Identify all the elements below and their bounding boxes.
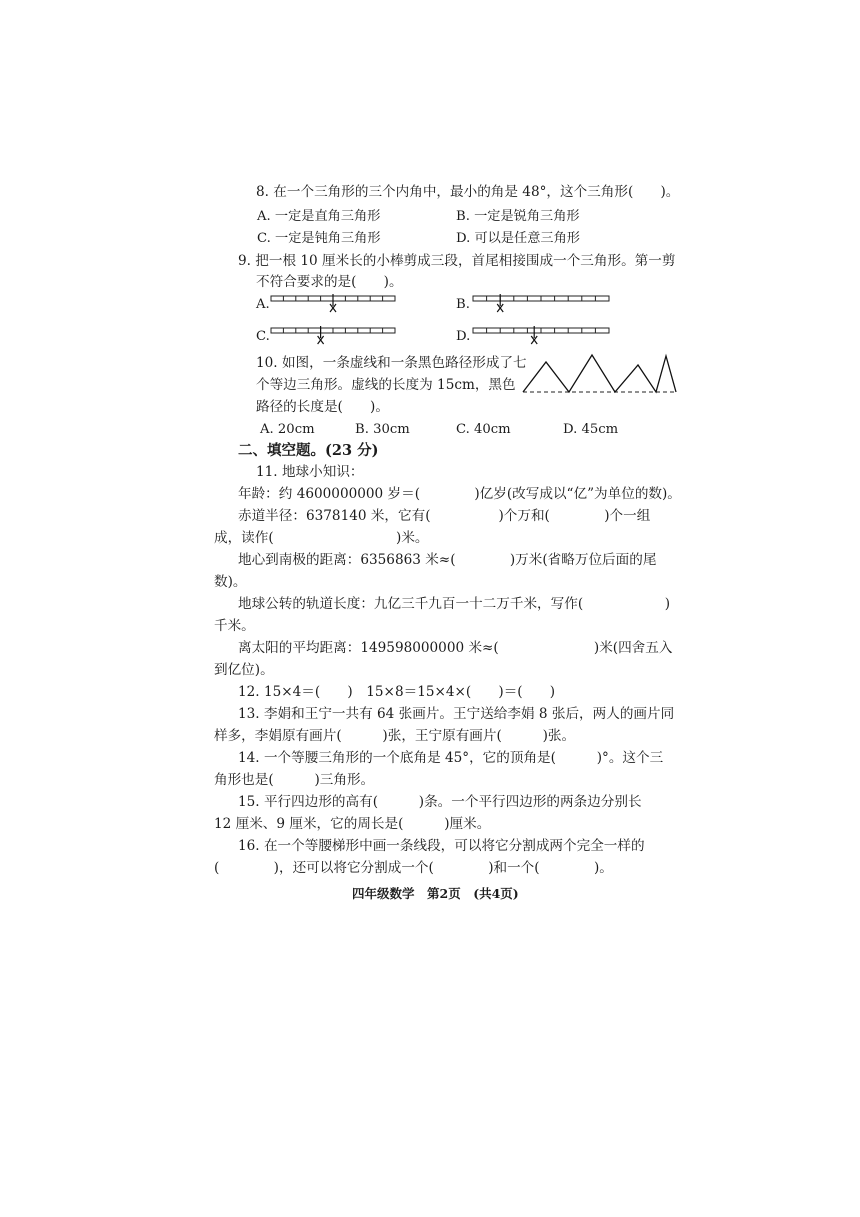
q11-title: 11. 地球小知识： — [256, 464, 364, 480]
q11-sun-line2: 到亿位)。 — [214, 662, 274, 678]
q9-option-c-stick — [270, 326, 398, 348]
q10-stem-line3: 路径的长度是( )。 — [256, 399, 389, 415]
q11-pole-line1: 地心到南极的距离：6356863 米≈( )万米(省略万位后面的尾 — [238, 552, 657, 568]
q9-option-b-label: B. — [456, 297, 470, 312]
section2-title: 二、填空题。(23 分) — [238, 442, 379, 459]
q9-option-c-label: C. — [256, 329, 270, 344]
q8-option-c: C. 一定是钝角三角形 — [257, 231, 381, 246]
q9-option-b-stick — [472, 294, 612, 316]
q10-triangle-figure — [521, 353, 679, 395]
q9-option-d-stick — [472, 326, 612, 348]
q13-line2: 样多，李娟原有画片( )张，王宁原有画片( )张。 — [214, 728, 576, 744]
q12-text: 12. 15×4＝( ) 15×8＝15×4×( )＝( ) — [238, 684, 556, 700]
q11-pole-line2: 数)。 — [214, 574, 247, 590]
q13-line1: 13. 李娟和王宁一共有 64 张画片。王宁送给李娟 8 张后，两人的画片同 — [238, 706, 675, 722]
q11-radius-line1: 赤道半径：6378140 米，它有( )个万和( )个一组 — [238, 508, 651, 524]
q15-line1: 15. 平行四边形的高有( )条。一个平行四边形的两条边分别长 — [238, 794, 642, 810]
q11-sun-line1: 离太阳的平均距离：149598000000 米≈( )米(四舍五入 — [238, 640, 673, 656]
q10-option-b: B. 30cm — [355, 422, 410, 437]
stick-diagram — [472, 294, 612, 316]
q15-line2: 12 厘米、9 厘米，它的周长是( )厘米。 — [214, 816, 491, 832]
q9-option-a-stick — [270, 294, 398, 316]
q8-option-a: A. 一定是直角三角形 — [257, 209, 381, 224]
page-footer: 四年级数学 第2页 (共4页) — [352, 886, 519, 901]
q8-option-d: D. 可以是任意三角形 — [456, 231, 580, 246]
stick-diagram — [270, 326, 398, 348]
q14-line1: 14. 一个等腰三角形的一个底角是 45°，它的顶角是( )°。这个三 — [238, 750, 664, 766]
q10-option-c: C. 40cm — [456, 422, 511, 437]
q10-option-a: A. 20cm — [260, 422, 315, 437]
q9-stem-line2: 不符合要求的是( )。 — [256, 274, 403, 290]
scissors-icon — [531, 326, 537, 344]
q16-line2: ( )，还可以将它分割成一个( )和一个( )。 — [214, 860, 613, 876]
q16-line1: 16. 在一个等腰梯形中画一条线段，可以将它分割成两个完全一样的 — [238, 838, 645, 854]
stick-diagram — [270, 294, 398, 316]
q9-option-a-label: A. — [256, 297, 270, 312]
q14-line2: 角形也是( )三角形。 — [214, 772, 375, 788]
scissors-icon — [330, 294, 336, 312]
stick-diagram — [472, 326, 612, 348]
scissors-icon — [318, 326, 324, 344]
q10-option-d: D. 45cm — [563, 422, 619, 437]
q11-age: 年龄：约 4600000000 岁＝( )亿岁(改写成以“亿”为单位的数)。 — [238, 486, 681, 502]
scissors-icon — [497, 294, 503, 312]
q8-option-b: B. 一定是锐角三角形 — [456, 209, 580, 224]
q9-option-d-label: D. — [456, 329, 471, 344]
q11-radius-line2: 成，读作( )米。 — [214, 530, 429, 546]
q10-stem-line1: 10. 如图，一条虚线和一条黑色路径形成了七 — [256, 355, 527, 371]
q11-orbit-line2: 千米。 — [214, 618, 255, 634]
zigzag-triangles-diagram — [521, 353, 679, 395]
q9-stem-line1: 9. 把一根 10 厘米长的小棒剪成三段，首尾相接围成一个三角形。第一剪 — [238, 253, 676, 269]
q11-orbit-line1: 地球公转的轨道长度：九亿三千九百一十二万千米，写作( ) — [238, 596, 671, 612]
q10-stem-line2: 个等边三角形。虚线的长度为 15cm，黑色 — [256, 377, 516, 393]
q8-stem: 8. 在一个三角形的三个内角中，最小的角是 48°，这个三角形( )。 — [256, 184, 680, 200]
